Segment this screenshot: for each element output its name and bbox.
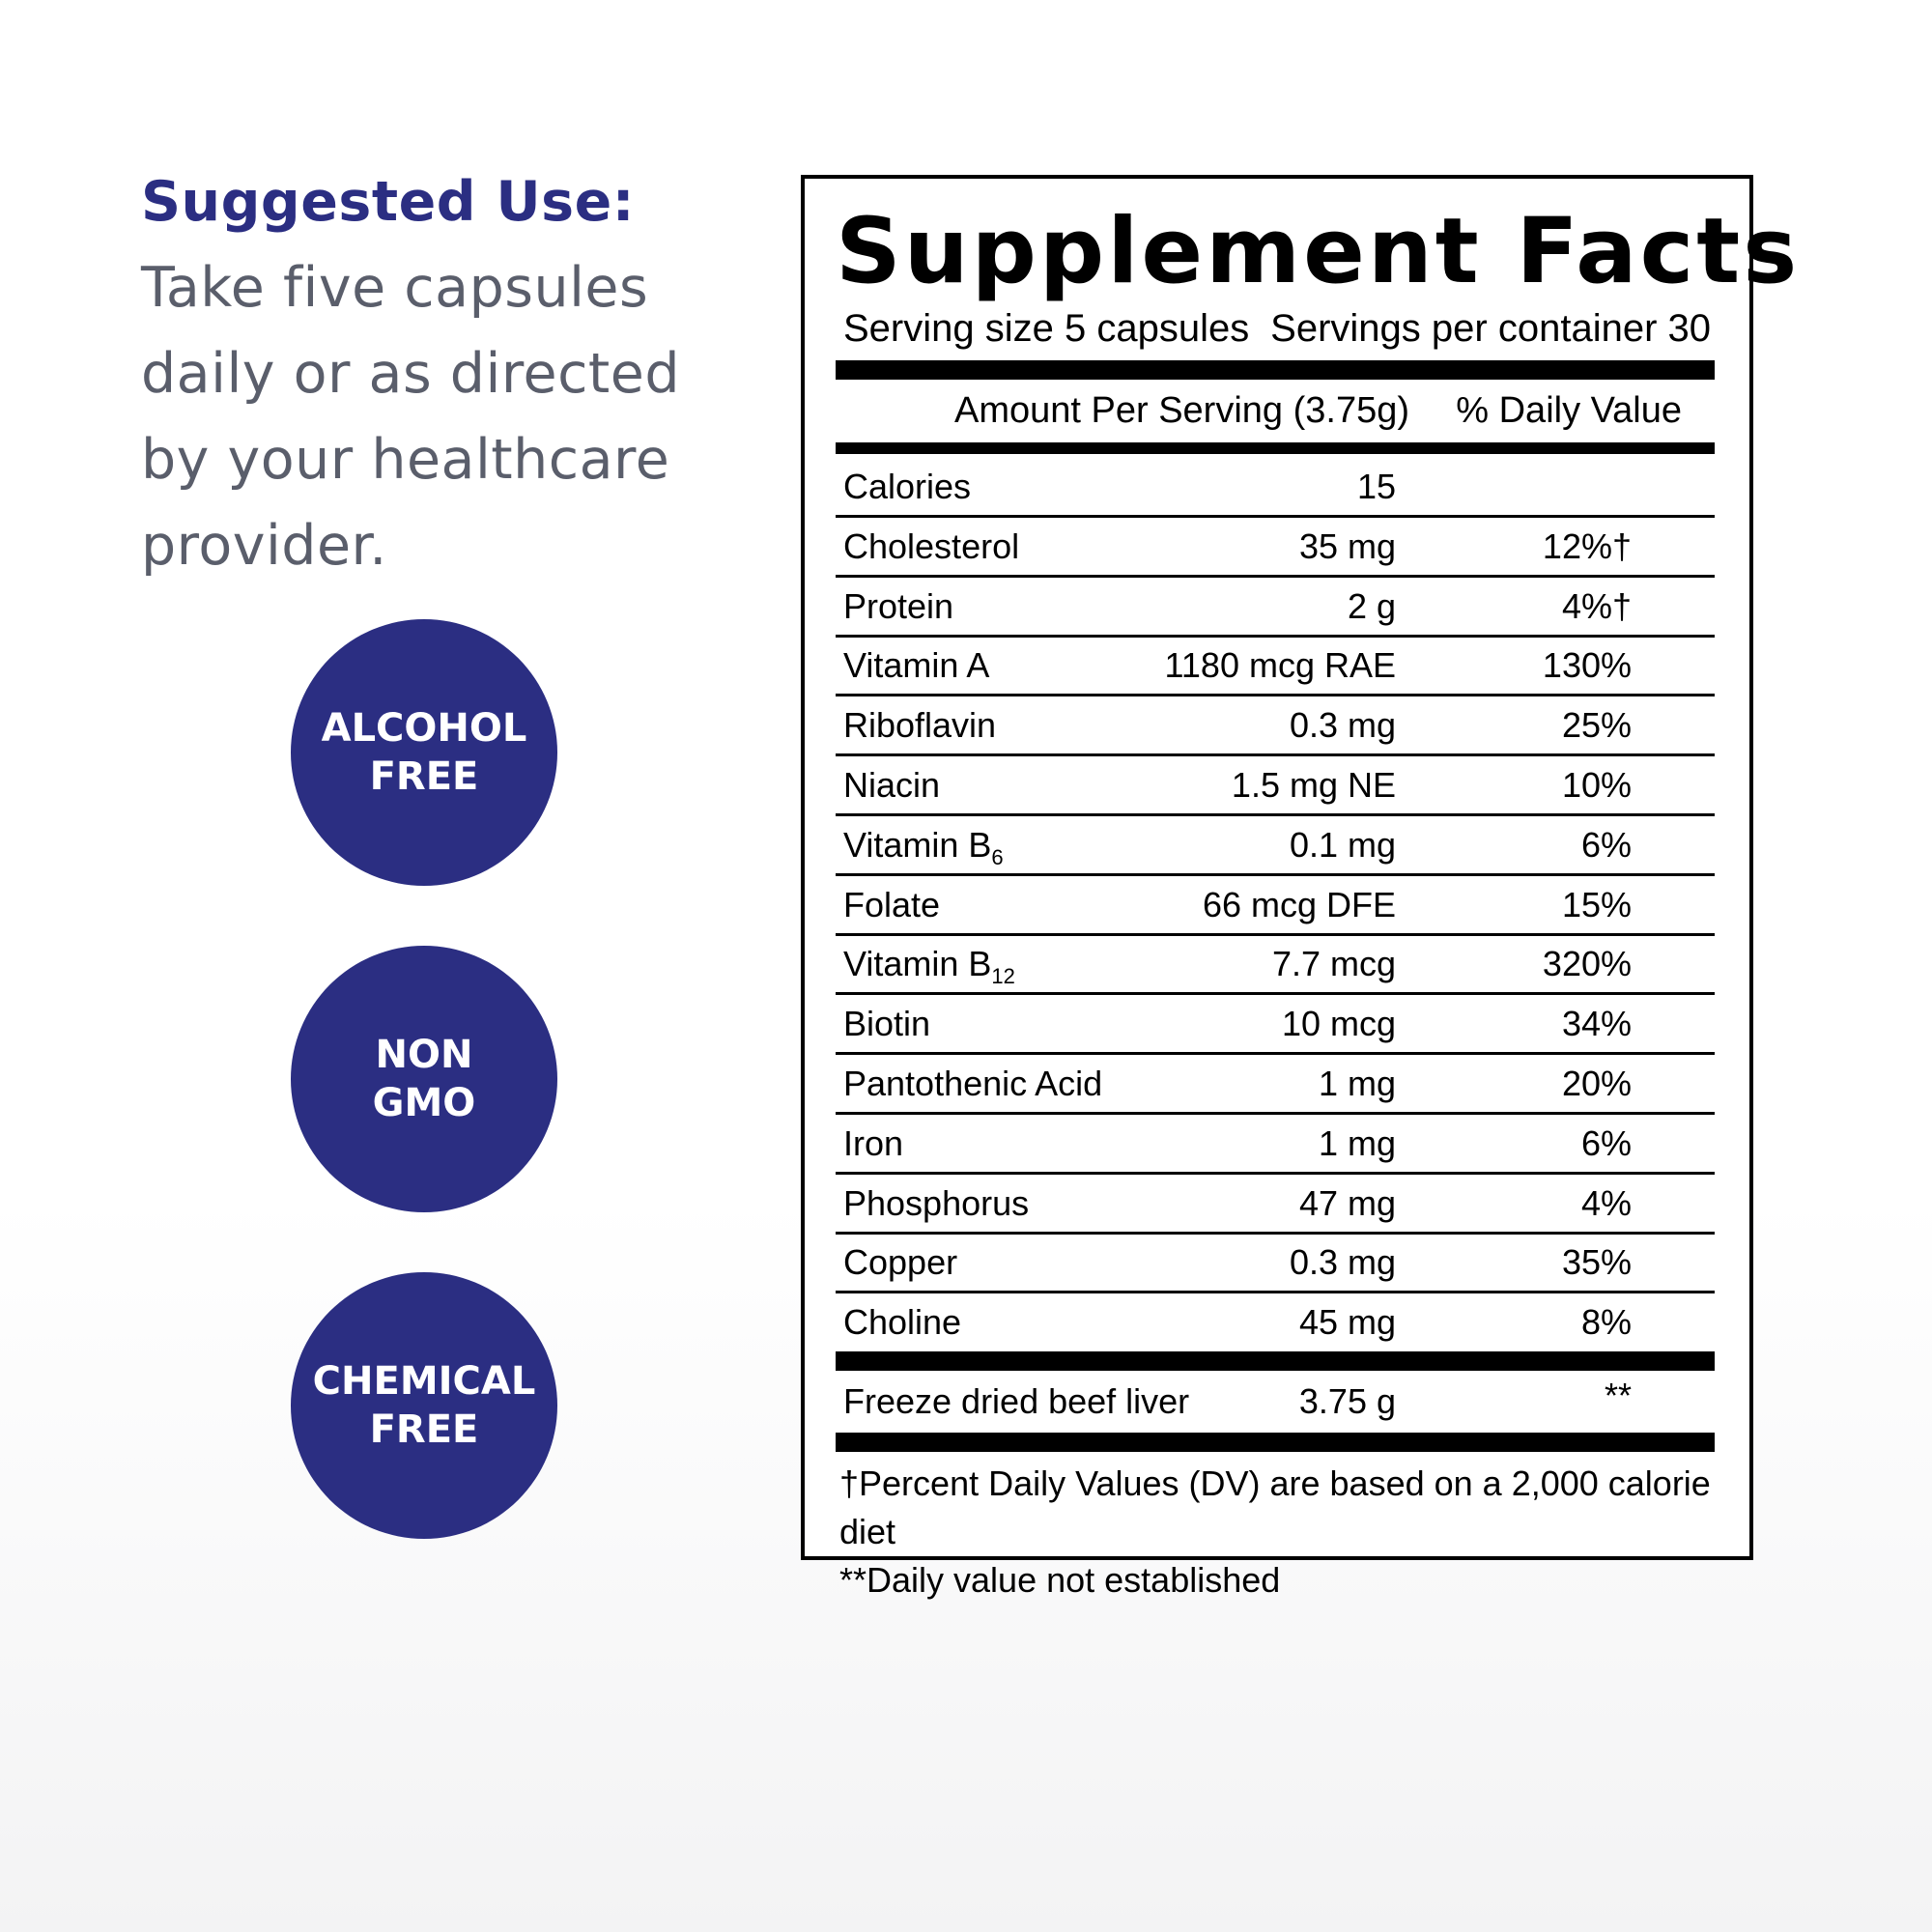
nutrient-row bbox=[836, 936, 1715, 992]
nutrient-dv: 4% bbox=[1580, 1182, 1632, 1223]
nutrient-amount: 15 bbox=[1356, 467, 1396, 506]
header-amount: Amount Per Serving (3.75g) bbox=[953, 390, 1409, 431]
nutrient-row bbox=[836, 757, 1715, 813]
nutrient-dv: 25% bbox=[1561, 705, 1632, 746]
thick-divider bbox=[836, 360, 1715, 380]
nutrient-row bbox=[836, 877, 1715, 933]
nutrient-subscript: 6 bbox=[991, 844, 1004, 869]
row-divider bbox=[836, 635, 1715, 638]
row-divider bbox=[836, 753, 1715, 756]
row-divider bbox=[836, 515, 1715, 518]
nutrient-row bbox=[836, 1294, 1715, 1350]
nutrient-name: Vitamin B bbox=[843, 824, 992, 865]
suggested-use-body: Take five capsules daily or as directed by your healthcare provider. bbox=[141, 256, 681, 578]
row-divider bbox=[836, 933, 1715, 936]
nutrient-amount: 1180 mcg RAE bbox=[1164, 645, 1396, 686]
nutrient-row bbox=[836, 638, 1715, 694]
nutrient-name: Copper bbox=[843, 1242, 958, 1283]
badge-line: CHEMICAL bbox=[312, 1359, 536, 1404]
nutrient-dv: 6% bbox=[1580, 824, 1632, 865]
nutrient-name: Choline bbox=[843, 1302, 962, 1343]
nutrient-name: Riboflavin bbox=[843, 705, 997, 746]
thick-divider bbox=[836, 1433, 1715, 1452]
nutrient-row bbox=[836, 579, 1715, 635]
nutrient-amount: 35 mg bbox=[1298, 526, 1396, 566]
nutrient-row bbox=[836, 1056, 1715, 1112]
badge-line: GMO bbox=[372, 1081, 476, 1125]
nutrient-amount: 1.5 mg NE bbox=[1231, 765, 1396, 805]
nutrient-name: Calories bbox=[843, 467, 972, 506]
nutrient-dv: ** bbox=[1604, 1376, 1632, 1415]
nutrient-row bbox=[836, 996, 1715, 1052]
nutrient-row bbox=[836, 519, 1715, 575]
footnote-dv: †Percent Daily Values (DV) are based on a 2,000 calorie diet bbox=[839, 1463, 1711, 1551]
badge-line: NON bbox=[375, 1033, 473, 1077]
nutrient-row bbox=[836, 459, 1715, 515]
thick-divider bbox=[836, 1351, 1715, 1371]
nutrient-name: Phosphorus bbox=[843, 1182, 1030, 1223]
suggested-use-label: Suggested Use: bbox=[141, 170, 636, 234]
footnotes bbox=[839, 1460, 1715, 1605]
nutrient-amount: 3.75 g bbox=[1298, 1381, 1396, 1421]
nutrient-dv: 20% bbox=[1561, 1064, 1632, 1103]
nutrient-row bbox=[836, 817, 1715, 873]
suggested-use-text bbox=[141, 159, 759, 589]
row-divider bbox=[836, 1172, 1715, 1175]
header-daily-value: % Daily Value bbox=[1456, 390, 1682, 431]
badge-line: FREE bbox=[369, 1407, 479, 1452]
badge-non-gmo bbox=[291, 946, 557, 1212]
nutrient-subscript: 12 bbox=[991, 964, 1015, 989]
row-divider bbox=[836, 1052, 1715, 1055]
nutrient-dv: 12%† bbox=[1542, 526, 1632, 566]
footnote-not-established: **Daily value not established bbox=[839, 1560, 1281, 1600]
badge-line: ALCOHOL bbox=[321, 706, 527, 751]
badge-alcohol-free bbox=[291, 619, 557, 886]
nutrient-dv: 4%† bbox=[1561, 585, 1632, 626]
nutrient-amount: 0.1 mg bbox=[1289, 824, 1396, 865]
nutrient-amount: 7.7 mcg bbox=[1271, 944, 1396, 984]
nutrient-name: Vitamin B bbox=[843, 944, 992, 984]
nutrient-dv: 8% bbox=[1580, 1302, 1632, 1343]
servings-per-container: Servings per container 30 bbox=[1270, 307, 1711, 350]
nutrient-amount: 0.3 mg bbox=[1289, 705, 1396, 746]
row-divider bbox=[836, 694, 1715, 696]
nutrient-amount: 66 mcg DFE bbox=[1202, 884, 1396, 924]
nutrient-name: Iron bbox=[843, 1122, 904, 1163]
nutrient-row-beef-liver bbox=[836, 1374, 1715, 1430]
nutrient-name: Folate bbox=[843, 884, 941, 924]
nutrient-amount: 45 mg bbox=[1298, 1302, 1396, 1343]
nutrient-dv: 35% bbox=[1561, 1242, 1632, 1283]
nutrient-amount: 2 g bbox=[1347, 585, 1396, 626]
nutrient-amount: 0.3 mg bbox=[1289, 1242, 1396, 1283]
row-divider bbox=[836, 992, 1715, 995]
nutrient-name: Biotin bbox=[843, 1004, 931, 1044]
supplement-facts-panel bbox=[801, 175, 1801, 1600]
row-divider bbox=[836, 1291, 1715, 1293]
row-divider bbox=[836, 873, 1715, 876]
nutrient-name: Protein bbox=[843, 585, 954, 626]
nutrient-dv: 320% bbox=[1542, 944, 1632, 984]
row-divider bbox=[836, 1232, 1715, 1235]
nutrient-amount: 1 mg bbox=[1318, 1122, 1396, 1163]
nutrient-name: Niacin bbox=[843, 765, 941, 805]
nutrient-amount: 10 mcg bbox=[1281, 1004, 1396, 1044]
nutrient-dv: 130% bbox=[1542, 645, 1632, 686]
nutrient-row bbox=[836, 697, 1715, 753]
facts-title: Supplement Facts bbox=[836, 199, 1801, 304]
nutrient-row bbox=[836, 1116, 1715, 1172]
nutrient-amount: 1 mg bbox=[1318, 1064, 1396, 1103]
thick-divider bbox=[836, 442, 1715, 454]
nutrient-name: Cholesterol bbox=[843, 526, 1020, 566]
badge-line: FREE bbox=[369, 754, 479, 799]
nutrient-row bbox=[836, 1176, 1715, 1232]
column-header bbox=[836, 383, 1715, 439]
row-divider bbox=[836, 575, 1715, 578]
badge-chemical-free bbox=[291, 1272, 557, 1539]
nutrient-dv: 34% bbox=[1561, 1004, 1632, 1044]
nutrient-dv: 6% bbox=[1580, 1122, 1632, 1163]
nutrient-dv: 15% bbox=[1561, 884, 1632, 924]
nutrient-name: Freeze dried beef liver bbox=[843, 1381, 1190, 1421]
nutrient-dv: 10% bbox=[1561, 765, 1632, 805]
row-divider bbox=[836, 813, 1715, 816]
nutrient-row bbox=[836, 1235, 1715, 1291]
serving-size: Serving size 5 capsules bbox=[843, 307, 1250, 350]
serving-info bbox=[843, 304, 1711, 353]
nutrient-name: Pantothenic Acid bbox=[843, 1064, 1103, 1103]
row-divider bbox=[836, 1112, 1715, 1115]
nutrient-name: Vitamin A bbox=[843, 645, 990, 686]
nutrient-amount: 47 mg bbox=[1298, 1182, 1396, 1223]
